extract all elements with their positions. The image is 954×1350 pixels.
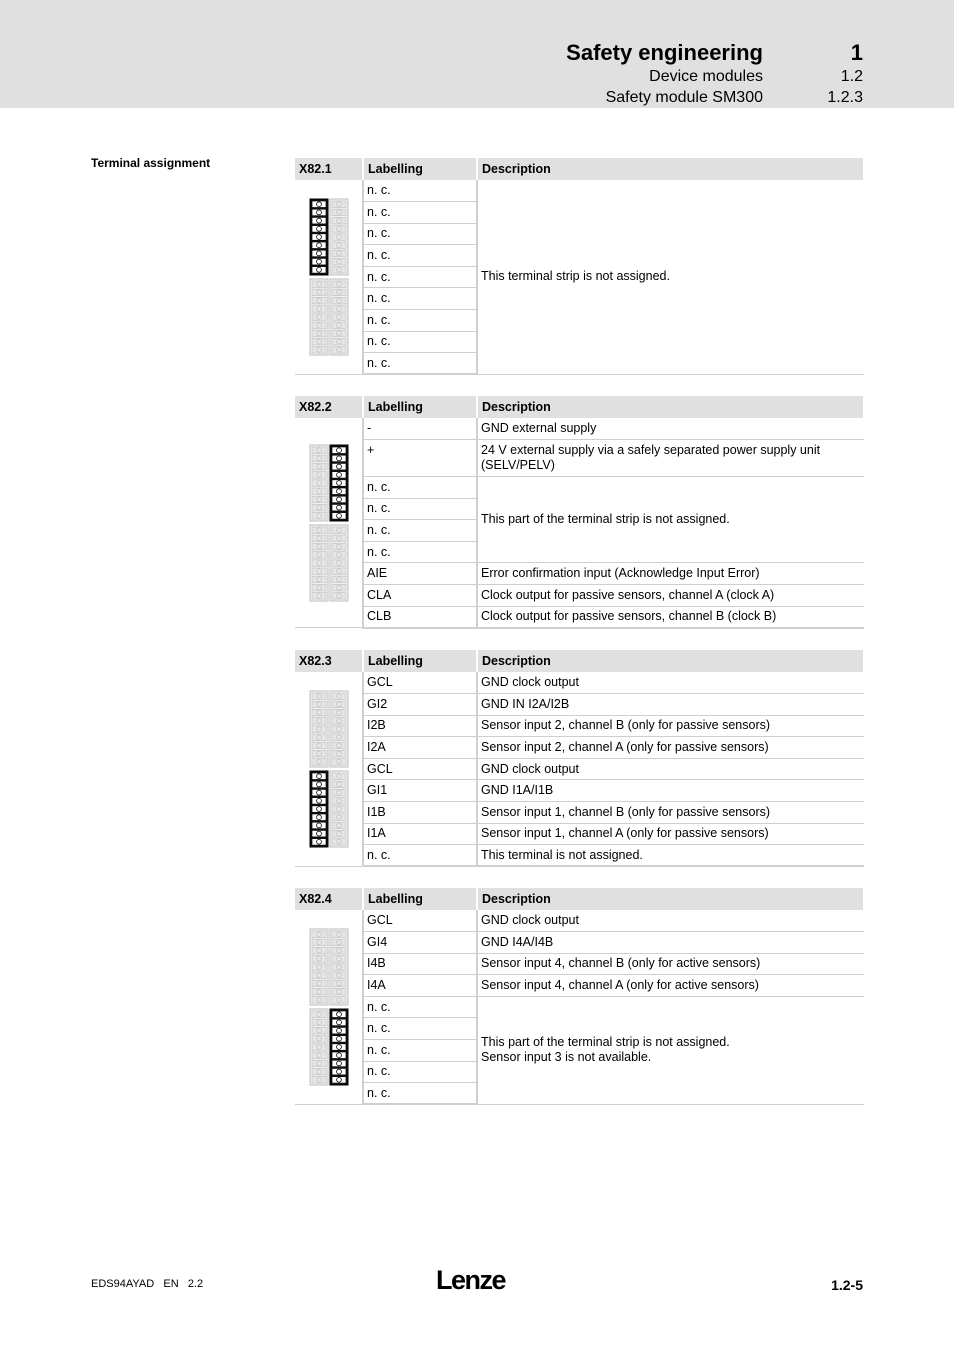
doc-language: EN [163,1278,179,1290]
label-cell: n. c. [363,1040,477,1062]
table-header [295,158,864,180]
table-header [295,396,864,418]
label-cell: n. c. [363,845,477,867]
terminal-id: X82.4 [295,888,363,910]
description-cell: 24 V external supply via a safely separated power supply unit (SELV/PELV) [477,440,864,477]
doc-version: 2.2 [187,1278,204,1290]
label-cell: n. c. [363,266,477,288]
terminal-strip-image [295,180,363,374]
section-title: Device modules [649,68,763,85]
table-row [295,418,864,440]
label-cell: AIE [363,563,477,585]
table-row [295,440,864,477]
label-cell: I2B [363,715,477,737]
label-cell: n. c. [363,1083,477,1105]
table-row [295,477,864,499]
table-header [295,650,864,672]
description-cell: GND external supply [477,418,864,440]
terminal-id: X82.2 [295,396,363,418]
label-cell: n. c. [363,180,477,202]
chapter-number: 1 [850,40,863,65]
description-line: Sensor input 3 is not available. [481,1050,652,1065]
label-cell: n. c. [363,223,477,245]
label-cell: n. c. [363,996,477,1018]
label-cell: GI4 [363,932,477,954]
label-cell: n. c. [363,1061,477,1083]
description-cell [477,996,864,1104]
footer-doc-info [91,1278,203,1290]
label-cell: GI2 [363,694,477,716]
table-row [295,180,864,202]
label-cell: CLA [363,585,477,607]
label-cell: n. c. [363,331,477,353]
terminal-table-x82-2 [295,396,865,629]
description-cell: Sensor input 2, channel A (only for passive sensors) [477,737,864,759]
page-number: 1.2-5 [831,1277,863,1293]
column-header-labelling: Labelling [363,888,477,910]
description-line: This part of the terminal strip is not assigned. [481,1035,730,1050]
table-row [295,953,864,975]
label-cell: I1A [363,823,477,845]
table-row [295,672,864,694]
label-cell: + [363,440,477,477]
table-row [295,737,864,759]
label-cell: n. c. [363,288,477,310]
label-cell: CLB [363,606,477,628]
label-cell: n. c. [363,202,477,224]
label-cell: n. c. [363,541,477,563]
table-row [295,823,864,845]
description-cell: GND I1A/I1B [477,780,864,802]
description-cell: GND I4A/I4B [477,932,864,954]
label-cell: n. c. [363,498,477,520]
table-row [295,585,864,607]
description-cell: Error confirmation input (Acknowledge Input Error) [477,563,864,585]
label-cell: n. c. [363,245,477,267]
table-row [295,758,864,780]
terminal-id: X82.3 [295,650,363,672]
table-row [295,975,864,997]
terminal-strip-image [295,910,363,1104]
column-header-description: Description [477,888,864,910]
label-cell: n. c. [363,520,477,542]
label-cell: - [363,418,477,440]
table-row [295,802,864,824]
section-number: 1.2 [840,68,863,85]
subsection-number: 1.2.3 [827,89,863,106]
terminal-table-x82-4 [295,888,865,1105]
label-cell: n. c. [363,477,477,499]
label-cell: GCL [363,910,477,932]
label-cell: I4A [363,975,477,997]
label-cell: GCL [363,758,477,780]
label-cell: n. c. [363,1018,477,1040]
column-header-labelling: Labelling [363,158,477,180]
column-header-description: Description [477,650,864,672]
description-cell: GND clock output [477,910,864,932]
description-cell: Sensor input 1, channel A (only for passive sensors) [477,823,864,845]
column-header-description: Description [477,158,864,180]
table-row [295,715,864,737]
description-cell: This part of the terminal strip is not assigned. [477,477,864,563]
column-header-labelling: Labelling [363,396,477,418]
terminal-id: X82.1 [295,158,363,180]
description-cell: This terminal is not assigned. [477,845,864,867]
terminal-strip-image [295,418,363,628]
description-cell: GND IN I2A/I2B [477,694,864,716]
table-row [295,910,864,932]
label-cell: GI1 [363,780,477,802]
terminal-strip-icon [309,690,349,848]
label-cell: n. c. [363,310,477,332]
terminal-strip-icon [309,198,349,356]
description-cell: Clock output for passive sensors, channel A (clock A) [477,585,864,607]
terminal-table-x82-3 [295,650,865,867]
table-row [295,932,864,954]
label-cell: n. c. [363,353,477,375]
table-row [295,780,864,802]
label-cell: GCL [363,672,477,694]
terminal-strip-icon [309,928,349,1086]
terminal-table-x82-1 [295,158,865,375]
description-cell: GND clock output [477,758,864,780]
description-cell: Sensor input 4, channel A (only for active sensors) [477,975,864,997]
terminal-strip-icon [309,444,349,602]
column-header-labelling: Labelling [363,650,477,672]
lenze-logo [436,1264,516,1299]
description-cell: This terminal strip is not assigned. [477,180,864,374]
terminal-strip-image [295,672,363,866]
table-row [295,845,864,867]
label-cell: I2A [363,737,477,759]
description-cell: Sensor input 4, channel B (only for active sensors) [477,953,864,975]
description-cell: GND clock output [477,672,864,694]
table-row [295,996,864,1018]
label-cell: I4B [363,953,477,975]
chapter-title: Safety engineering [566,40,763,65]
description-cell: Sensor input 2, channel B (only for passive sensors) [477,715,864,737]
doc-id: EDS94AYAD [91,1278,155,1290]
table-row [295,606,864,628]
label-cell: I1B [363,802,477,824]
section-label: Terminal assignment [91,156,211,170]
table-row [295,694,864,716]
description-cell: Sensor input 1, channel B (only for passive sensors) [477,802,864,824]
table-header [295,888,864,910]
column-header-description: Description [477,396,864,418]
logo-text: Lenze [436,1265,506,1294]
description-cell: Clock output for passive sensors, channel B (clock B) [477,606,864,628]
table-row [295,563,864,585]
subsection-title: Safety module SM300 [605,89,763,106]
